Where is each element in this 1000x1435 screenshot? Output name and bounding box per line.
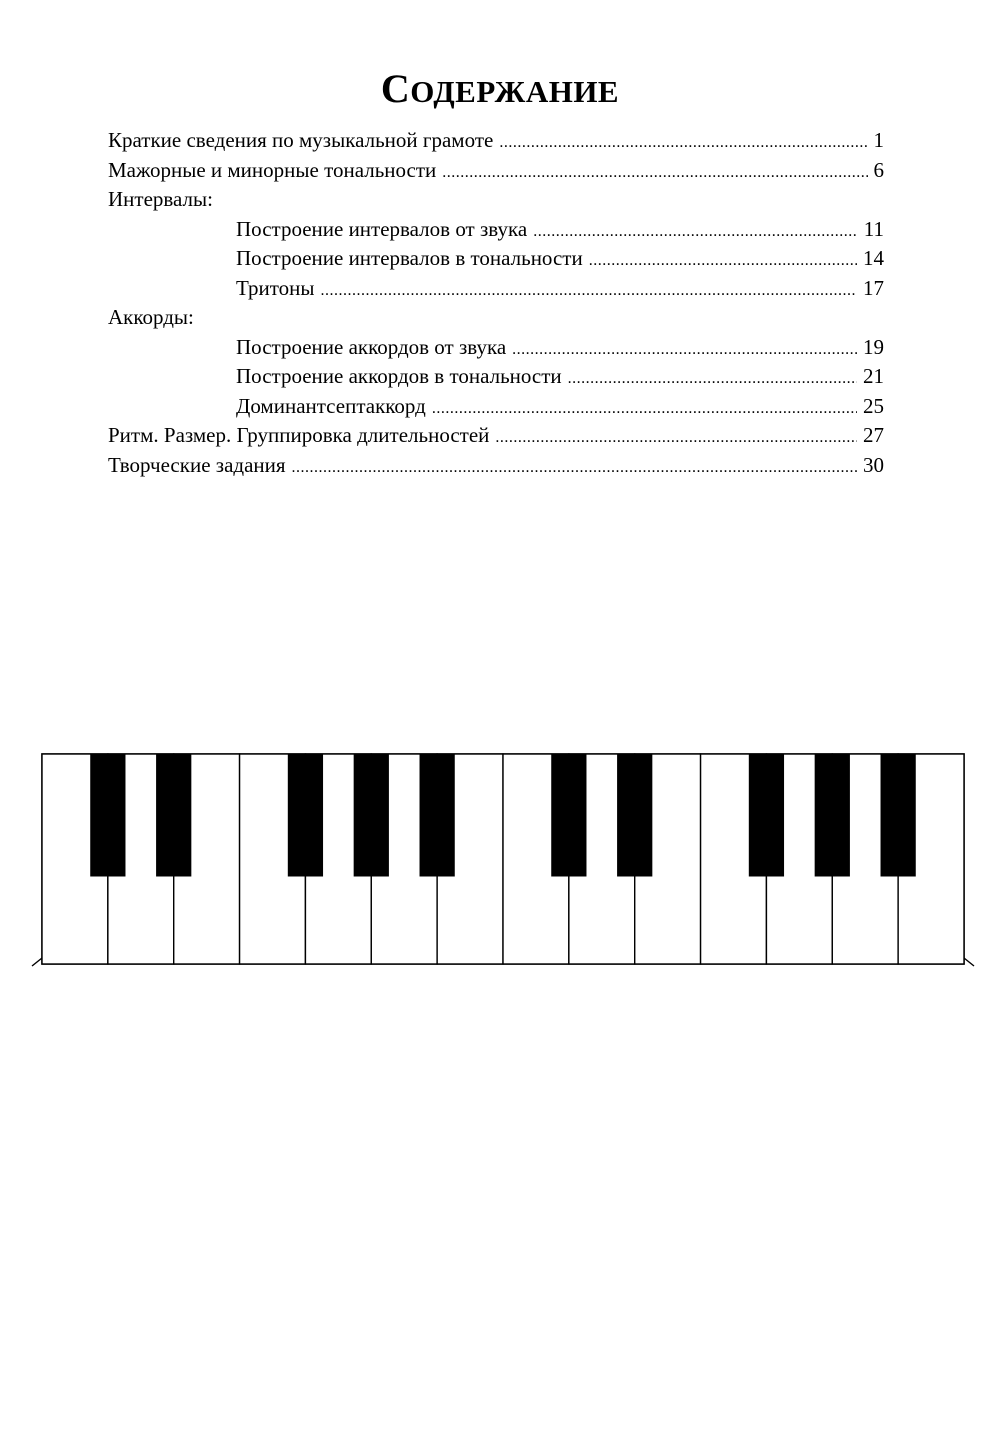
page-title-rest: ОДЕРЖАНИЕ (410, 73, 620, 109)
toc-entry-row (108, 303, 884, 333)
toc-dot-leader (589, 246, 857, 276)
toc-entry-label: Творческие задания (108, 452, 286, 477)
toc-entry-label: Построение интервалов от звука (236, 216, 528, 241)
toc-entry (108, 185, 884, 215)
toc-entry-row (236, 392, 884, 424)
toc-entry-label: Мажорные и минорные тональности (108, 157, 437, 182)
toc-entry-row (236, 244, 884, 276)
toc-entry (108, 451, 884, 481)
toc-entry (108, 392, 884, 422)
toc-dot-leader (533, 217, 858, 247)
toc-dot-leader (321, 276, 857, 306)
toc-dot-leader (499, 128, 867, 158)
toc-entry-label: Построение аккордов в тональности (236, 364, 562, 388)
toc-entry-row (108, 451, 884, 483)
toc-entry-row (108, 156, 884, 188)
toc-entry-page-number: 19 (863, 334, 884, 359)
toc-entry (108, 333, 884, 363)
keyboard-edge-left (32, 958, 42, 966)
page-title (0, 65, 1000, 111)
black-key (157, 754, 191, 876)
toc-entry-label: Интервалы: (108, 187, 213, 211)
toc-dot-leader (442, 158, 867, 188)
black-key (815, 754, 849, 876)
toc-entry-page-number: 21 (863, 364, 884, 388)
table-of-contents (108, 126, 884, 480)
black-key (354, 754, 388, 876)
toc-entry-label: Построение аккордов от звука (236, 334, 507, 359)
toc-dot-leader (432, 394, 857, 424)
toc-entry-label: Доминантсептаккорд (236, 393, 426, 418)
toc-dot-leader (292, 453, 857, 483)
toc-entry-page-number: 27 (863, 423, 884, 447)
black-key (552, 754, 586, 876)
toc-entry (108, 421, 884, 451)
black-key (881, 754, 915, 876)
black-key (91, 754, 125, 876)
page-title-first-letter: С (380, 65, 411, 111)
toc-entry-page-number: 14 (863, 246, 884, 270)
toc-entry (108, 244, 884, 274)
toc-entry-page-number: 11 (863, 216, 884, 241)
toc-entry-label: Ритм. Размер. Группировка длительностей (108, 423, 490, 447)
toc-entry (108, 274, 884, 304)
toc-entry-page-number: 25 (863, 393, 884, 418)
piano-keyboard-illustration (30, 748, 976, 970)
toc-entry-label: Аккорды: (108, 305, 194, 329)
toc-entry (108, 126, 884, 156)
toc-entry-page-number: 30 (863, 452, 884, 477)
toc-entry-page-number: 6 (873, 157, 884, 182)
black-key (618, 754, 652, 876)
toc-dot-leader (512, 335, 857, 365)
toc-entry-row (236, 333, 884, 365)
toc-entry-page-number: 17 (863, 275, 884, 300)
black-key (288, 754, 322, 876)
toc-entry-page-number: 1 (873, 128, 884, 152)
toc-entry-row (236, 274, 884, 306)
black-key (420, 754, 454, 876)
toc-entry-row (236, 215, 884, 247)
toc-dot-leader (568, 364, 857, 394)
toc-entry (108, 156, 884, 186)
keyboard-edge-right (964, 958, 974, 966)
black-key (749, 754, 783, 876)
toc-entry-label: Краткие сведения по музыкальной грамоте (108, 128, 494, 152)
toc-entry (108, 215, 884, 245)
toc-dot-leader (495, 423, 857, 453)
toc-entry-row (236, 362, 884, 394)
toc-entry (108, 362, 884, 392)
toc-entry (108, 303, 884, 333)
toc-entry-label: Тритоны (236, 275, 315, 300)
toc-entry-row (108, 421, 884, 453)
toc-entry-label: Построение интервалов в тональности (236, 246, 583, 270)
toc-entry-row (108, 126, 884, 158)
toc-entry-row (108, 185, 884, 215)
